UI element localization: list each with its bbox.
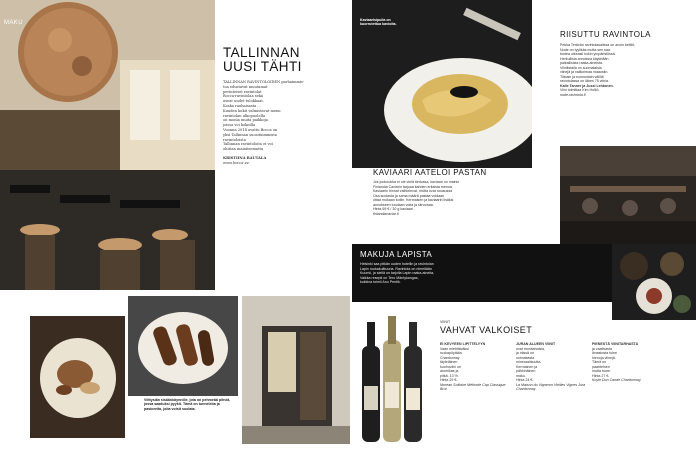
body-line: on monia muita paikkoja [223,118,268,123]
body-line: Vuonna 2014 avattu Bocca on [223,127,278,132]
left-article [223,46,345,166]
body-line: yksi Tallinnan suosituimmista [223,132,277,137]
body-line: Kuumii, ja siellä on tarjolla Lapin raaka-aineita, [360,271,435,275]
section-kicker: MAKU [4,20,23,26]
body-line: Hinta 69 € / 30 g kaviaari. [373,207,414,211]
kaviaari-body [373,180,557,216]
body-line: Koska rauhaisasta ... [223,103,261,108]
body-line: Kermainen ja [516,364,538,369]
makuja-band [352,244,612,302]
body-line: Hinta 29 €. [440,378,458,382]
body-line: Chardonnay [440,355,460,360]
body-line: mutta tuore. [592,369,612,373]
bread-illustration [128,296,238,396]
riisuttu-section [560,30,688,97]
body-line: Tallinnan ravintoloita ei voi [223,142,273,147]
body-line: mineraalisuutta. [516,360,542,364]
body-line: kokkina toimii Anu Pentik. [360,280,401,284]
website-link: nude-ravintola.fi [560,92,586,97]
wine-name: Koyle Don Cande Chardonnay [592,378,641,382]
body-line: Kuuden kokit valmistavat menu [223,108,281,113]
article-title-line1: TALLINNAN [223,45,300,60]
dessert-illustration [30,316,125,438]
body-line: pitkä. 13 %. [440,373,459,378]
wine-column-3 [592,342,690,383]
body-line: ravintolan ulkopuolella [223,113,266,118]
body-line: maku. [516,373,526,378]
body-line: ravintolassa on lähes 75 viinia. [560,79,609,83]
lapland-dish-illustration [612,244,696,320]
body-line: Pekka Terävän ravintolasalissa on avoin keittiö, [560,43,636,47]
bread-plate-photo [128,296,238,396]
body-line: Bocca-ravintolaa sekä [223,94,264,99]
body-line: Hinta 24 €. [516,378,534,382]
body-line: ottaa mukaan kotiin. Kermaisen ja kaviaarin lisäksi [373,198,454,202]
body-line: annokseen tuodaan voita ja sitruunaa. [373,202,434,207]
body-line: useat uudet tulokkaat. [223,99,264,104]
dessert-plate-photo [30,316,125,438]
makuja-body [360,262,606,285]
body-line: kuohuviini on [440,364,461,369]
wine-column-1 [440,342,512,392]
caviar-photo-caption: Kaviaarisipulia on kuorrutettua kavioita. [360,18,397,27]
body-line: Hinta 27 €. [592,373,610,378]
body-line: Viini toimittaa Kim Holliö. [560,88,600,92]
body-line: tuntea oikeasti kokin ympäristössä. [560,52,616,56]
body-line: ravintoloista [223,137,246,142]
body-line: Tiistain ja sunnuntain välillä [560,74,604,79]
body-line: pähkinäinen [516,369,536,373]
body-line: TALLINNAN RAVINTOLOIDEN parhaimmis- [223,80,305,84]
lapland-dish-photo [612,244,696,320]
body-line: Vaan mietittäväksi [440,346,469,351]
nude-restaurant-photo [560,146,696,244]
body-line: paahteinen [592,364,610,369]
wine-col-head: EI KEVYEEN LIPITTELYYN [440,342,486,346]
left-photo-caption: Vilttysiän sisäänkäynnille, jota on pehmeää pihviä, jossa saaduksi pyykit. Tämä on tunneleita ja pastoreita, joita voisit suolata. [144,398,231,411]
viinit-title: VAHVAT VALKOISET [440,324,533,335]
byline: KRISTIINA RAUTALA [223,155,267,160]
restaurant-interior-photo [0,0,215,290]
website-link: www.bocca.ee [223,160,249,165]
body-line: täyteläinen [440,360,458,364]
body-line: Finlandia Caviarin tarjoaa kahden erilaista menua. [373,184,453,189]
body-line: Nude on tyylikäs mutta sen saa [560,47,610,52]
entrance-photo [242,296,350,444]
body-line: paikallisista raaka-aineista. [560,61,603,65]
body-line: Herkullisia annoksia käytetään [560,56,609,61]
body-line: ruokapöytään. [440,351,463,355]
caviar-pasta-photo [352,0,532,168]
body-line: viinejä ja valikoimaa maaosiin. [560,70,609,74]
body-line: ohittaa mainitsematta [223,147,264,152]
riisuttu-body [560,43,688,97]
viinit-heading [440,320,590,336]
wine-bottles [356,316,426,446]
body-line: Lapin ruokakulttuuria. Ravintola on nimeltään [360,266,432,271]
body-line: joissa voi kokeilla [223,123,256,128]
body-line: voimakasta [516,355,535,360]
restaurant-interior-illustration [0,0,215,290]
body-line: Osa suolasta ja sama määrä pastaa voidaan [373,193,445,198]
body-line: Jos joulurukka ei ole vielä tiedossa, kaviaari on mainio [373,180,460,184]
wine-name: La Maison du Vigneron Vieilles Vignes Jura Chardonnay [516,382,586,391]
body-line: ja vaativasta [592,346,612,351]
body-line: ja niissä on [516,351,534,355]
body-line: Kaviaarin hinnat vaihtelevat, mutta ovat nousussa [373,189,453,193]
body-line: Vaikka resepti on Tero Mäntykangas, [360,275,419,280]
article-body [223,80,345,152]
body-line: Tämä on [592,360,607,364]
body-line: toa edustavat muutamat [223,84,268,89]
wine-bottles-illustration [356,316,426,446]
wine-col-head: PIENESTÄ VIINITARHASTA [592,342,639,346]
body-line: Kalle Tanner ja Jussi Lehtonen. [560,83,614,88]
body-line: ovat monitahoisia, [516,346,545,351]
body-line: Viinilistalla on suomalaisia [560,65,602,70]
wine-column-2 [516,342,588,392]
body-line: Helsinki saa pitkän uuden hotellin ja ravintolan [360,262,434,266]
website-link: finlandiacaviar.fi [373,211,399,216]
restaurant-illustration [560,146,696,244]
article-title-line2: UUSI TÄHTI [223,59,302,74]
kaviaari-title: KAVIAARI AATELOI PASTAN [373,168,487,177]
body-line: perinteiset ravintolat [223,89,262,94]
body-line: ilmastosta tulee [592,351,617,355]
entrance-illustration [242,296,350,444]
wine-name: Moreau Solitaire Méthode Cap Classique Brut [440,382,506,391]
wine-col-head: JURAN ALUEEN VIINIT [516,342,556,346]
makuja-title: MAKUJA LAPISTA [360,250,433,259]
viinit-kicker: VIINIT [440,320,451,324]
kaviaari-section [373,168,557,216]
body-line: hienoja viinejä. [592,355,616,360]
body-line: aromikas ja [440,369,459,373]
riisuttu-title: RIISUTTU RAVINTOLA [560,30,651,39]
